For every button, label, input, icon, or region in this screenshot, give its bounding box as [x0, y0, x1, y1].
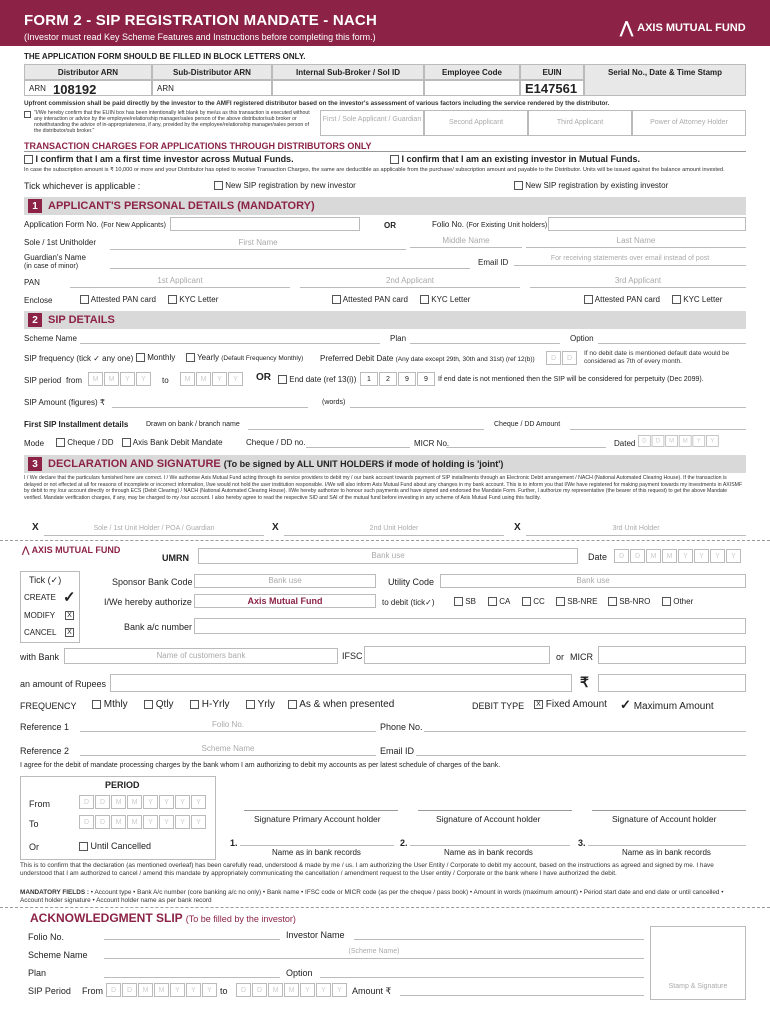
ack-plan-label: Plan [28, 968, 47, 978]
amount-words-input[interactable] [350, 394, 746, 408]
freq-as-presented[interactable]: As & when presented [288, 699, 394, 710]
txn-note: In case the subscription amount is ₹ 10,000 or more and your Distributor has opted to receive Transaction Charges, the same are deductible as applicable from the purchase/ subscription amount and payable to the Distributor. Units will be issued against the balance amount invested. [24, 167, 725, 173]
arn-field[interactable]: ARN 108192 [24, 80, 152, 96]
create-check-icon[interactable]: ✓ [63, 589, 76, 606]
acct-sb[interactable]: SB [454, 597, 476, 606]
checkbox[interactable] [190, 700, 199, 709]
col-serial-stamp: Serial No., Date & Time Stamp [584, 64, 746, 96]
checkbox[interactable] [168, 295, 177, 304]
first-time-checkbox[interactable] [24, 155, 33, 164]
sig-line-2 [418, 810, 572, 811]
freq-half-yearly[interactable]: H-Yrly [190, 699, 230, 710]
bank-ac-input[interactable] [194, 618, 746, 634]
from-label: from [66, 376, 82, 385]
words-label: (words) [322, 399, 346, 406]
amount-label: SIP Amount (figures) ₹ [24, 398, 105, 407]
sig-primary-label: Signature Primary Account holder [254, 814, 381, 824]
monthly-option[interactable]: Monthly [136, 353, 175, 362]
cheque-no-input[interactable] [306, 434, 410, 448]
sig-x-1: X [32, 522, 39, 533]
col-sub-broker: Internal Sub-Broker / Sol ID [272, 64, 424, 80]
enclose-pan1[interactable]: Attested PAN card [80, 295, 156, 304]
name-bank-2[interactable] [410, 832, 570, 846]
plan-label: Plan [390, 334, 407, 343]
checkbox[interactable] [420, 295, 429, 304]
or-label: OR [384, 221, 396, 230]
micr-input[interactable] [598, 646, 746, 664]
to-label: to [162, 376, 169, 385]
option-input[interactable] [598, 330, 746, 344]
cheque-amount-input[interactable] [570, 416, 746, 430]
pan3-input[interactable]: 3rd Applicant [530, 274, 746, 288]
bank-branch-input[interactable] [248, 416, 484, 430]
section-2-header: 2 SIP DETAILS [24, 311, 746, 329]
ack-investor-label: Investor Name [286, 930, 345, 940]
sponsor-input[interactable]: Bank use [194, 574, 376, 588]
checkbox[interactable] [584, 295, 593, 304]
mandate-date-input[interactable]: D D M M Y Y Y Y [614, 549, 742, 563]
new-investor-checkbox[interactable] [214, 181, 223, 190]
dated-label: Dated [614, 439, 636, 448]
ack-period-label: SIP Period [28, 986, 71, 996]
guardian-input[interactable] [110, 255, 470, 269]
create-label: CREATE [24, 593, 56, 602]
checkbox[interactable] [672, 295, 681, 304]
checkbox[interactable] [332, 295, 341, 304]
mode-debit-mandate[interactable]: Axis Bank Debit Mandate [122, 438, 223, 447]
with-bank-label: with Bank [20, 652, 60, 662]
umrn-label: UMRN [162, 553, 189, 563]
email-input[interactable] [416, 742, 746, 756]
folio-input[interactable] [548, 217, 746, 231]
micr-label: MICR [570, 652, 593, 662]
ack-from-label: From [82, 986, 103, 996]
mode-label: Mode [24, 439, 45, 448]
debit-type-label: DEBIT TYPE [472, 701, 525, 711]
col-euin: EUIN [520, 64, 584, 80]
mandate-logo: ⋀ AXIS MUTUAL FUND [22, 545, 121, 555]
ref2-label: Reference 2 [20, 746, 70, 756]
checkbox[interactable] [608, 597, 617, 606]
checkbox[interactable] [556, 597, 565, 606]
drawn-on-label: Drawn on bank / branch name [146, 421, 240, 428]
debit-date-label: Preferred Debit Date (Any date except 29th, 30th and 31st) (ref 12(b)) [320, 354, 535, 363]
checkbox[interactable] [662, 597, 671, 606]
euin-declaration: "I/We hereby confirm that the EUIN box has been intentionally left blank by me/us as this transaction is executed without any interaction or advice by the employee/relationship manager/sales person of the above distributor/sub broker or notwithstanding the advice of in-appropriateness, if any, provided by the employee/relationship manager/sales person of the distributor/sub broker." [34, 110, 310, 134]
end-date-digits: 1 2 9 9 [360, 372, 436, 386]
modify-checkbox[interactable]: X [65, 611, 74, 620]
cut-line [0, 907, 770, 908]
enclose-pan2[interactable]: Attested PAN card [332, 295, 408, 304]
euin-checkbox[interactable] [24, 110, 31, 119]
acct-sb-nre[interactable]: SB-NRE [556, 597, 597, 606]
debit-date-input[interactable]: D D [546, 351, 578, 365]
guardian-label: Guardian's Name [24, 253, 86, 262]
upfront-note: Upfront commission shall be paid directly by the investor to the AMFI registered distributor based on the investor's assessment of various factors including the service rendered by the distributor. [24, 100, 610, 107]
sig-third-applicant[interactable]: Third Applicant [528, 110, 632, 136]
ref2-input[interactable]: Scheme Name [80, 742, 376, 756]
block-letters-note: THE APPLICATION FORM SHOULD BE FILLED IN BLOCK LETTERS ONLY. [24, 52, 306, 61]
ack-folio-label: Folio No. [28, 932, 65, 942]
app-form-input[interactable] [170, 217, 360, 231]
dated-input[interactable]: D D M M Y Y [638, 435, 720, 447]
cheque-no-label: Cheque / DD no. [246, 438, 306, 447]
ack-option-input[interactable] [320, 964, 644, 978]
yearly-checkbox[interactable] [186, 353, 195, 362]
enclose-kyc1[interactable]: KYC Letter [168, 295, 218, 304]
ack-amount-label: Amount ₹ [352, 986, 392, 996]
employee-code-field[interactable] [424, 80, 520, 96]
sig-holder-3[interactable]: 3rd Unit Holder [526, 522, 746, 536]
checkbox[interactable] [488, 597, 497, 606]
plan-input[interactable] [410, 330, 560, 344]
brand-logo: ⋀ AXIS MUTUAL FUND [620, 20, 746, 37]
default-date-note: If no debit date is mentioned default date would be considered as 7th of every month. [584, 350, 730, 365]
sig-poa-holder[interactable]: Power of Attorney Holder [632, 110, 746, 136]
period-from-input[interactable]: M M Y Y [88, 372, 152, 386]
sip-period-label: SIP period [24, 376, 62, 385]
perpetuity-note: If end date is not mentioned then the SIP will be considered for perpetuity (Dec 2099). [438, 376, 704, 383]
frequency-label: FREQUENCY [20, 701, 77, 711]
utility-label: Utility Code [388, 577, 435, 587]
arn-value: 108192 [53, 82, 97, 97]
ack-investor-input[interactable] [354, 926, 644, 940]
ref1-input[interactable]: Folio No. [80, 718, 376, 732]
amount-figures-input[interactable] [112, 394, 308, 408]
period-box: PERIOD From D D M M Y Y Y Y To D D M M Y Y Y Y Or Until Cancelled [20, 776, 216, 860]
checkbox[interactable] [56, 438, 65, 447]
tick-box: Tick (✓) CREATE ✓ MODIFY X CANCEL X [20, 571, 80, 643]
divider [24, 151, 746, 152]
email-label: Email ID [478, 258, 509, 267]
ack-scheme-label: Scheme Name [28, 950, 88, 960]
checkbox[interactable] [122, 438, 131, 447]
enclose-label: Enclose [24, 296, 53, 305]
ifsc-input[interactable] [364, 646, 550, 664]
form-title: FORM 2 - SIP REGISTRATION MANDATE - NACH [24, 12, 377, 29]
name-bank-3[interactable] [588, 832, 746, 846]
pan-label: PAN [24, 278, 40, 287]
app-form-label: Application Form No. (For New Applicants) [24, 220, 166, 229]
ref1-label: Reference 1 [20, 722, 70, 732]
section-3-header: 3 DECLARATION AND SIGNATURE (To be signed by ALL UNIT HOLDERS if mode of holding is 'joint') [24, 455, 746, 473]
sig-x-2: X [272, 522, 279, 533]
sub-broker-field[interactable] [272, 80, 424, 96]
checkbox[interactable] [246, 700, 255, 709]
existing-checkbox[interactable] [390, 155, 399, 164]
existing-investor-checkbox[interactable] [514, 181, 523, 190]
ifsc-label: IFSC [342, 651, 363, 661]
txn-title: TRANSACTION CHARGES FOR APPLICATIONS THROUGH DISTRIBUTORS ONLY [24, 141, 372, 151]
micr-input[interactable] [446, 434, 606, 448]
scheme-input[interactable] [80, 330, 380, 344]
mandatory-fields: MANDATORY FIELDS : • Account type • Bank A/c number (core banking a/c no only) • Bank name • IFSC code or MICR code (as per the cheque / pass book) • Amount in words (maximum amount) • Period start date and end date or until cancelled • Account holder signature • Account holder name as per bank record [20, 889, 724, 904]
bank-ac-label: Bank a/c number [124, 622, 193, 632]
pan2-input[interactable]: 2nd Applicant [300, 274, 520, 288]
fixed-checkbox[interactable]: X [534, 700, 543, 709]
micr-label: MICR No. [414, 439, 450, 448]
umrn-input[interactable]: Bank use [198, 548, 578, 564]
checkbox[interactable] [288, 700, 297, 709]
axis-logo-icon: ⋀ [620, 20, 634, 37]
middle-name-input[interactable]: Middle Name [410, 234, 522, 248]
sig-first-applicant[interactable]: First / Sole Applicant / Guardian [320, 110, 424, 136]
enclose-kyc2[interactable]: KYC Letter [420, 295, 470, 304]
first-time-option[interactable]: I confirm that I am a first time investor across Mutual Funds. [24, 154, 294, 164]
declaration-text: I / We declare that the particulars furnished here are correct. I / We authorise Axis Mutual Fund acting through its service providers to debit my / our bank account towards payment of SIP installments through an Electronic Debit arrangement / NACH (National Automated Clearing House). If the transaction is delayed or not effected at all for reasons of incomplete or incorrect information, I/we would not hold the user institution responsible. I/We will also inform Axis Mutual Fund about any changes in my bank account. This is to inform you that I/We have registered for making payment towards my investments in AXISMF by debit to my /our account directly or through ECS (Debit Clearing) / NACH (National Automated Clearing House). I/We hereby authorize to honour such payments and have signed and endorsed the Mandate Form. Further, I authorize my representative (the bearer of this request) to get the above Mandate verified. Mandate verification charges, if any, may be charged to my /our account. I also hereby agree to read the respective SID and SAI of the mutual fund before investing in any scheme of Axis Mutual Fund using this facility. [24, 475, 743, 501]
bank-name-input[interactable]: Name of customers bank [64, 648, 338, 664]
folio-label: Folio No. (For Existing Unit holders) [432, 220, 548, 229]
rupees-label: an amount of Rupees [20, 679, 107, 689]
ack-title: ACKNOWLEDGMENT SLIP (To be filled by the investor) [30, 911, 296, 925]
enclose-kyc3[interactable]: KYC Letter [672, 295, 722, 304]
pan1-input[interactable]: 1st Applicant [70, 274, 290, 288]
form-header [0, 0, 770, 46]
sig-line-3 [592, 810, 746, 811]
authorize-label: I/We hereby authorize [104, 597, 192, 607]
debit-fixed[interactable]: X Fixed Amount [534, 699, 607, 710]
email-label: Email ID [380, 746, 415, 756]
section-1-header: 1 APPLICANT'S PERSONAL DETAILS (MANDATORY) [24, 197, 746, 215]
col-employee-code: Employee Code [424, 64, 520, 80]
yearly-option[interactable]: Yearly (Default Frequency Monthly) [186, 353, 303, 362]
ack-option-label: Option [286, 968, 313, 978]
enclose-pan3[interactable]: Attested PAN card [584, 295, 660, 304]
acct-ca[interactable]: CA [488, 597, 510, 606]
rupees-words-input[interactable] [110, 674, 572, 692]
cheque-amount-label: Cheque / DD Amount [494, 421, 561, 428]
utility-input[interactable]: Bank use [440, 574, 746, 588]
sub-arn-field[interactable]: ARN [152, 80, 272, 96]
freq-monthly[interactable]: Mthly [92, 699, 128, 710]
acct-sb-nro[interactable]: SB-NRO [608, 597, 650, 606]
period-or: OR [256, 372, 271, 383]
checkbox[interactable] [144, 700, 153, 709]
scheme-label: Scheme Name [24, 334, 77, 343]
ack-to-date[interactable]: D D M M Y Y Y [236, 983, 348, 997]
freq-yearly[interactable]: Yrly [246, 699, 275, 710]
new-sip-new-investor[interactable]: New SIP registration by new investor [214, 181, 356, 190]
sponsor-label: Sponsor Bank Code [112, 577, 193, 587]
new-sip-existing-investor[interactable]: New SIP registration by existing investor [514, 181, 668, 190]
name-bank-1[interactable] [240, 832, 394, 846]
sig-account-3-label: Signature of Account holder [612, 814, 717, 824]
tick-label: Tick whichever is applicable : [24, 181, 141, 191]
sig-line-1 [244, 810, 398, 811]
maximum-check-icon[interactable]: ✓ [620, 697, 631, 712]
checkbox[interactable] [80, 295, 89, 304]
sig-second-applicant[interactable]: Second Applicant [424, 110, 528, 136]
ack-amount-input[interactable] [400, 982, 644, 996]
cancel-checkbox[interactable]: X [65, 628, 74, 637]
first-name-input[interactable]: First Name [110, 236, 406, 250]
monthly-checkbox[interactable] [136, 353, 145, 362]
rupees-figures-input[interactable] [598, 674, 746, 692]
euin-field[interactable] [520, 80, 584, 96]
end-date-checkbox[interactable] [278, 375, 287, 384]
phone-input[interactable] [424, 718, 746, 732]
checkbox[interactable] [79, 842, 88, 851]
agree-note: I agree for the debit of mandate processing charges by the bank whom I am authorizing to debit my accounts as per latest schedule of charges of the bank. [20, 762, 501, 769]
end-date-option[interactable]: End date (ref 13(i)) [278, 375, 356, 384]
cancel-label: CANCEL [24, 628, 57, 637]
confirm-text: This is to confirm that the declaration (as mentioned overleaf) has been carefully read, understood & made by me / us. I am authorizing the User Entity / Corporate to debit my account, based on the instructions as agreed and signed by me. I have understood that I am authorized to cancel / amend this mandate by appropriately communicating the cancellation / amendment request to the User entity / Corporate or the bank where I have authorized the debit. [20, 862, 714, 877]
mode-cheque[interactable]: Cheque / DD [56, 438, 113, 447]
euin-value: E147561 [525, 81, 578, 96]
mandate-date-label: Date [588, 552, 608, 562]
col-sub-distributor-arn: Sub-Distributor ARN [152, 64, 272, 80]
until-cancelled[interactable]: Until Cancelled [79, 841, 151, 851]
last-name-input[interactable]: Last Name [526, 234, 746, 248]
col-distributor-arn: Distributor ARN [24, 64, 152, 80]
debit-maximum[interactable]: ✓ Maximum Amount [620, 697, 714, 712]
authorize-value: Axis Mutual Fund [194, 594, 376, 608]
ack-folio-input[interactable] [104, 926, 280, 940]
to-debit-label: to debit (tick✓) [382, 598, 435, 607]
ack-scheme-input[interactable]: (Scheme Name) [104, 945, 644, 959]
ack-to-label: to [220, 986, 228, 996]
checkbox[interactable] [92, 700, 101, 709]
sig-holder-2[interactable]: 2nd Unit Holder [284, 522, 504, 536]
option-label: Option [570, 334, 594, 343]
period-to-input[interactable]: M M Y Y [180, 372, 244, 386]
cut-line [0, 540, 770, 541]
frequency-label: SIP frequency (tick ✓ any one) [24, 354, 134, 363]
sig-x-3: X [514, 522, 521, 533]
acct-other[interactable]: Other [662, 597, 693, 606]
sig-account-2-label: Signature of Account holder [436, 814, 541, 824]
existing-option[interactable]: I confirm that I am an existing investor in Mutual Funds. [390, 154, 640, 164]
guardian-note: (in case of minor) [24, 263, 79, 270]
ack-stamp-box: Stamp & Signature [650, 926, 746, 1000]
freq-quarterly[interactable]: Qtly [144, 699, 174, 710]
checkbox[interactable] [522, 597, 531, 606]
form-subtitle: (Investor must read Key Scheme Features and Instructions before completing this form.) [24, 32, 376, 42]
rupee-icon: ₹ [580, 674, 589, 690]
checkbox[interactable] [454, 597, 463, 606]
sole-holder-label: Sole / 1st Unitholder [24, 238, 97, 247]
axis-logo-icon: ⋀ [22, 545, 32, 555]
ack-from-date[interactable]: D D M M Y Y Y [106, 983, 218, 997]
sig-holder-1[interactable]: Sole / 1st Unit Holder / POA / Guardian [44, 522, 264, 536]
period-to-date[interactable]: D D M M Y Y Y Y [79, 815, 207, 829]
ack-plan-input[interactable] [104, 964, 280, 978]
modify-label: MODIFY [24, 611, 56, 620]
or-label: or [556, 652, 565, 662]
distributor-table [24, 64, 746, 96]
acct-cc[interactable]: CC [522, 597, 545, 606]
email-input[interactable]: For receiving statements over email instead of post [514, 252, 746, 266]
phone-label: Phone No. [380, 722, 423, 732]
period-from-date[interactable]: D D M M Y Y Y Y [79, 795, 207, 809]
first-installment-label: First SIP Installment details [24, 420, 129, 429]
